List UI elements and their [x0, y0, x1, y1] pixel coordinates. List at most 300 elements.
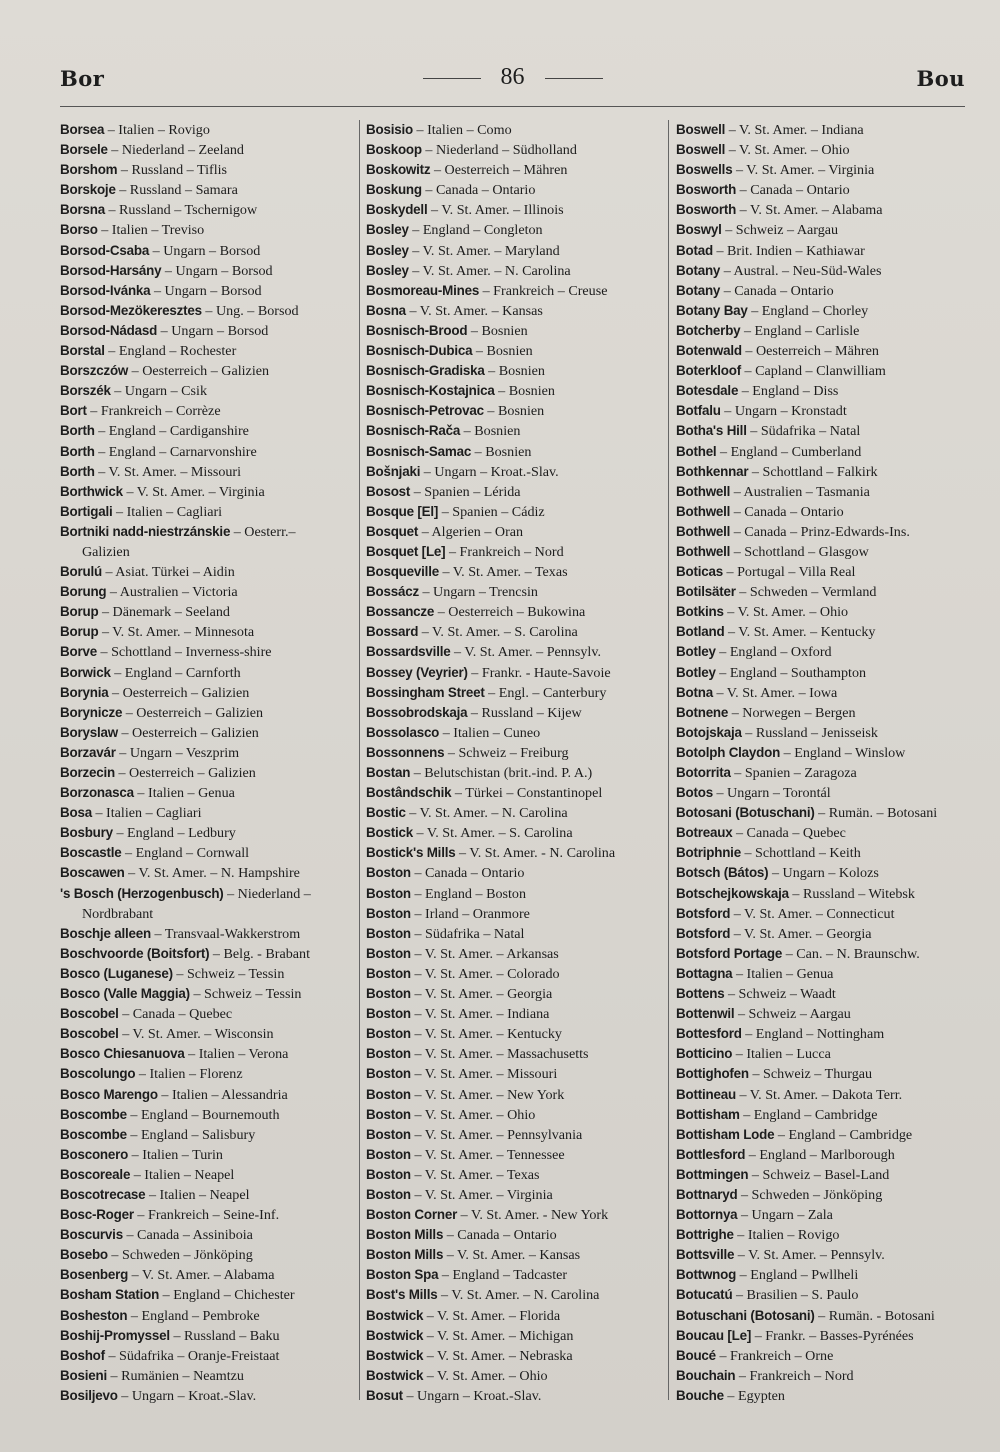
gazetteer-entry: Botorrita – Spanien – Zaragoza [676, 765, 857, 781]
gazetteer-entry: Botcherby – England – Carlisle [676, 322, 860, 339]
place-location: V. St. Amer. – Texas [424, 1166, 540, 1183]
place-location: Russland – Kijew [481, 704, 582, 721]
gazetteer-entry: Boston – Canada – Ontario [366, 865, 525, 882]
place-name: Boscolungo [60, 1066, 136, 1082]
place-name: Bouchain [676, 1367, 736, 1383]
place-name: Borsele [60, 142, 108, 158]
gazetteer-entry: Bottlesford – England – Marlborough [676, 1146, 895, 1163]
place-name: Bothkennar [676, 463, 749, 479]
place-name: Boston Mills [366, 1247, 444, 1263]
place-name: Bottighofen [676, 1066, 749, 1082]
gazetteer-entry: Botley – England – Southampton [676, 664, 867, 681]
place-name: Boscombe [60, 1106, 127, 1122]
place-location: V. St. Amer. – Ohio [437, 1367, 548, 1384]
place-name: Boston [366, 905, 411, 921]
place-location: V. St. Amer. - New York [470, 1207, 609, 1224]
place-location: Russland – Witebsk [803, 885, 915, 902]
place-name: Borulú [60, 564, 102, 580]
gazetteer-entry: Boston – V. St. Amer. – Pennsylvania [366, 1126, 583, 1143]
place-name: Boston [366, 1126, 411, 1142]
place-name: Bothwell [676, 483, 731, 499]
place-location: Schweiz – Tessin [186, 965, 285, 982]
gazetteer-entry: Boshij-Promyssel – Russland – Baku [60, 1327, 280, 1344]
place-location: Algerien – Oran [431, 523, 524, 540]
gazetteer-entry: Boscombe – England – Bournemouth [60, 1106, 280, 1123]
place-location: Niederland – Südholland [435, 142, 577, 159]
place-name: Boscawen [60, 865, 125, 881]
page-header [60, 60, 965, 100]
gazetteer-entry: Botucatú – Brasilien – S. Paulo [676, 1287, 859, 1304]
place-name: Boterkloof [676, 363, 741, 379]
place-location: Schweiz – Thurgau [763, 1066, 873, 1083]
place-location: Oesterreich – Mähren [444, 162, 568, 179]
place-location: Italien – Cagliari [126, 503, 223, 520]
place-name: Boswyl [676, 222, 722, 238]
gazetteer-entry: Boston – V. St. Amer. – Tennessee [366, 1146, 565, 1163]
place-name: Bort [60, 403, 87, 419]
place-location: Transvaal-Wakkerstrom [164, 925, 301, 942]
place-name: Bothel [676, 443, 717, 459]
gazetteer-entry: Bosco (Valle Maggia) – Schweiz – Tessin [60, 986, 302, 1003]
gazetteer-entry: Bošnjaki – Ungarn – Kroat.-Slav. [366, 463, 559, 480]
place-name: Boucau [Le] [676, 1327, 752, 1343]
place-name: Boskowitz [366, 162, 431, 178]
place-name: Bottlesford [676, 1146, 746, 1162]
column-2 [366, 120, 666, 1410]
place-name: Bottnaryd [676, 1186, 738, 1202]
gazetteer-entry: Bosco (Luganese) – Schweiz – Tessin [60, 965, 285, 982]
place-location: V. St. Amer. – Massachusetts [424, 1046, 589, 1063]
place-name: Borsod-Harsány [60, 262, 162, 278]
place-name: Bothwell [676, 503, 731, 519]
place-name: Botorrita [676, 765, 731, 780]
place-name: Borsna [60, 202, 105, 218]
place-location: England – Pwllheli [750, 1267, 859, 1284]
gazetteer-entry: Botany – Canada – Ontario [676, 282, 834, 299]
place-location: Schweden – Jönköping [122, 1247, 253, 1264]
place-name: Bossey (Veyrier) [366, 664, 468, 680]
gazetteer-entry: Botna – V. St. Amer. – Iowa [676, 684, 838, 701]
place-location: Frankr. – Basses-Pyrénées [765, 1327, 914, 1344]
place-location: Ung. – Borsod [215, 302, 299, 319]
place-location: V. St. Amer. - N. Carolina [469, 845, 616, 862]
place-location: Ungarn – Trencsin [433, 584, 538, 601]
column-divider-1 [359, 120, 360, 1400]
place-name: Bosc-Roger [60, 1207, 134, 1223]
gazetteer-entry: Bosna – V. St. Amer. – Kansas [366, 302, 543, 319]
place-location: England – Cumberland [730, 443, 862, 460]
place-name: Bosnisch-Dubica [366, 343, 473, 359]
gazetteer-entry: Boucau [Le] – Frankr. – Basses-Pyrénées [676, 1327, 914, 1344]
gazetteer-entry: Bostândschik – Türkei – Constantinopel [366, 785, 603, 802]
gazetteer-entry: Boskowitz – Oesterreich – Mähren [366, 162, 568, 179]
gazetteer-entry: Bottenwil – Schweiz – Aargau [676, 1006, 851, 1023]
place-name: Bosnisch-Petrovac [366, 403, 484, 419]
place-name: Bossobrodskaja [366, 704, 468, 720]
place-name: Bostwick [366, 1367, 424, 1383]
gazetteer-entry: Boston – V. St. Amer. – Texas [366, 1166, 540, 1183]
place-location: Schottland – Keith [755, 845, 861, 862]
place-name: Botojskaja [676, 724, 742, 740]
place-location: Canada – Prinz-Edwards-Ins. [744, 523, 910, 540]
gazetteer-entry: Boscurvis – Canada – Assiniboia [60, 1227, 253, 1244]
place-location: Rumän. – Botosani [828, 805, 938, 822]
place-location: Galizien [82, 543, 130, 560]
place-location: V. St. Amer. – Georgia [744, 925, 872, 942]
place-name: Bostwick [366, 1307, 424, 1323]
header-dash-left [423, 78, 481, 79]
gazetteer-entry: Botley – England – Oxford [676, 644, 832, 661]
place-location: Südafrika – Oranje-Freistaat [119, 1347, 280, 1364]
place-name: Botsford [676, 925, 731, 941]
place-location: Südafrika – Natal [760, 423, 861, 440]
place-name: Borwick [60, 664, 111, 680]
gazetteer-entry: Borthwick – V. St. Amer. – Virginia [60, 483, 265, 500]
place-location: England – Salisbury [140, 1126, 256, 1143]
place-location: Oesterreich – Bukowina [448, 604, 586, 621]
gazetteer-entry: Bosnisch-Kostajnica – Bosnien [366, 383, 555, 400]
place-location: Frankreich – Orne [730, 1347, 834, 1364]
place-name: Bottsville [676, 1247, 735, 1263]
place-name: Botenwald [676, 343, 742, 359]
place-name: Borynia [60, 684, 109, 700]
gazetteer-entry: Botriphnie – Schottland – Keith [676, 845, 861, 862]
place-location: V. St. Amer. – Arkansas [424, 945, 559, 962]
column-divider-2 [668, 120, 669, 1400]
place-location: Oesterr.– [244, 523, 296, 540]
gazetteer-entry: Boston – Südafrika – Natal [366, 925, 525, 942]
place-location: Ungarn – Kolozs [782, 865, 879, 882]
place-name: Borskoje [60, 182, 116, 198]
place-name: Bossard [366, 624, 419, 640]
place-name: Bosna [366, 302, 406, 318]
place-location: Bosnien [498, 363, 545, 380]
place-location: England – Bournemouth [140, 1106, 280, 1123]
place-name: Boschvoorde (Boitsfort) [60, 945, 210, 961]
place-location: Oesterreich – Galizien [132, 724, 259, 741]
place-location: England – Oxford [729, 644, 832, 661]
gazetteer-entry: Bosnisch-Petrovac – Bosnien [366, 403, 545, 420]
place-location: Russland – Tiflis [131, 162, 228, 179]
place-location: Bosnien [498, 403, 545, 420]
place-name: Boschje alleen [60, 925, 151, 941]
gazetteer-entry: Bottrighe – Italien – Rovigo [676, 1227, 840, 1244]
place-location: Italien – Alessandria [171, 1086, 288, 1103]
gazetteer-entry: Boswell – V. St. Amer. – Indiana [676, 122, 864, 138]
gazetteer-entry: Boston Mills – V. St. Amer. – Kansas [366, 1247, 581, 1264]
gazetteer-entry: Boston – V. St. Amer. – Indiana [366, 1006, 550, 1023]
place-name: Boston [366, 1186, 411, 1202]
gazetteer-entry: Bossolasco – Italien – Cuneo [366, 724, 541, 741]
place-name: Borsea [60, 122, 105, 137]
place-name: Boscurvis [60, 1227, 123, 1243]
place-location: V. St. Amer. – N. Carolina [419, 805, 568, 822]
place-location: Rumänien – Neamtzu [121, 1367, 244, 1384]
place-location: Irland – Oranmore [425, 905, 530, 922]
gazetteer-entry: Bosnisch-Gradiska – Bosnien [366, 363, 545, 380]
place-location: Canada – Quebec [746, 825, 846, 842]
gazetteer-entry: Boucé – Frankreich – Orne [676, 1347, 834, 1364]
gazetteer-entry: Botad – Brit. Indien – Kathiawar [676, 242, 865, 259]
gazetteer-entry: Botha's Hill – Südafrika – Natal [676, 423, 861, 440]
place-name: Borsod-Mezökeresztes [60, 302, 202, 318]
place-name: Boscobel [60, 1006, 119, 1022]
place-name: Bosost [366, 483, 411, 499]
gazetteer-entry: Botany Bay – England – Chorley [676, 302, 869, 319]
gazetteer-entry: Bosquet [Le] – Frankreich – Nord [366, 543, 564, 560]
place-name: Botreaux [676, 825, 733, 841]
page-number: 86 [500, 64, 525, 90]
gazetteer-entry: Bostwick – V. St. Amer. – Florida [366, 1307, 561, 1324]
place-name: Bošnjaki [366, 463, 421, 479]
place-name: Borth [60, 443, 95, 459]
gazetteer-entry: Borsod-Nádasd – Ungarn – Borsod [60, 322, 269, 339]
place-name: Bortniki nadd-niestrzánskie [60, 523, 231, 539]
place-location: Australien – Tasmania [743, 483, 870, 500]
gazetteer-entry: Bosost – Spanien – Lérida [366, 483, 521, 500]
gazetteer-entry: Boshof – Südafrika – Oranje-Freistaat [60, 1347, 280, 1364]
gazetteer-entry: Bosley – V. St. Amer. – N. Carolina [366, 262, 571, 279]
place-location: Bosnien [481, 322, 528, 339]
gazetteer-entry: Bosebo – Schweden – Jönköping [60, 1247, 253, 1264]
place-name: Bothwell [676, 543, 731, 559]
place-name: Bottmingen [676, 1166, 749, 1182]
place-location: England – Carnforth [124, 664, 241, 681]
gazetteer-entry: Botolph Claydon – England – Winslow [676, 744, 906, 761]
place-location: Ungarn – Kroat.-Slav. [131, 1387, 257, 1404]
gazetteer-entry: Boston – V. St. Amer. – Massachusetts [366, 1046, 589, 1063]
gazetteer-entry: Bossingham Street – Engl. – Canterbury [366, 684, 607, 701]
place-location: V. St. Amer. – Virginia [136, 483, 265, 500]
gazetteer-entry: Bortniki nadd-niestrzánskie – Oesterr.– [60, 523, 296, 540]
place-location: England – Marlborough [759, 1146, 895, 1163]
place-location: V. St. Amer. – New York [424, 1086, 565, 1103]
place-name: Bosnisch-Rača [366, 423, 461, 439]
header-rule [60, 106, 965, 107]
gazetteer-entry: Botreaux – Canada – Quebec [676, 825, 846, 842]
place-location: Brit. Indien – Kathiawar [727, 242, 865, 259]
place-name: Bosco (Valle Maggia) [60, 986, 190, 1002]
gazetteer-entry: Bosenberg – V. St. Amer. – Alabama [60, 1267, 275, 1284]
place-name: Boscoreale [60, 1166, 131, 1182]
place-name: Boston Mills [366, 1227, 444, 1243]
gazetteer-entry: Boscotrecase – Italien – Neapel [60, 1186, 250, 1203]
place-location: V. St. Amer. – Pennsylvania [424, 1126, 583, 1143]
place-name: Bouche [676, 1387, 724, 1403]
place-name: Boscastle [60, 845, 122, 861]
gazetteer-entry: Bottens – Schweiz – Waadt [676, 986, 836, 1003]
place-location: Italien – Cagliari [106, 805, 202, 822]
place-name: Bosa [60, 805, 92, 821]
gazetteer-entry: Bothwell – Australien – Tasmania [676, 483, 870, 500]
place-name: Boston [366, 1086, 411, 1102]
gazetteer-entry: Borsod-Ivánka – Ungarn – Borsod [60, 282, 262, 299]
place-name: Boskung [366, 182, 422, 198]
place-location: V. St. Amer. – Colorado [424, 965, 560, 982]
gazetteer-entry: Bosworth – V. St. Amer. – Alabama [676, 202, 883, 219]
gazetteer-entry: Bossey (Veyrier) – Frankr. - Haute-Savoie [366, 664, 611, 681]
gazetteer-entry: Borulú – Asiat. Türkei – Aidin [60, 564, 235, 581]
place-location: England – Ledbury [127, 825, 236, 842]
place-name: Boskydell [366, 202, 428, 218]
place-name: Botnene [676, 704, 729, 720]
place-location: Spanien – Cádiz [452, 503, 545, 520]
gazetteer-entry: Bothkennar – Schottland – Falkirk [676, 463, 878, 480]
place-name: Bosbury [60, 825, 113, 841]
place-location: Italien – Rovigo [118, 122, 210, 138]
gazetteer-entry: Bosco Chiesanuova – Italien – Verona [60, 1046, 289, 1063]
place-name: Boston Spa [366, 1267, 439, 1283]
gazetteer-entry: Bottineau – V. St. Amer. – Dakota Terr. [676, 1086, 903, 1103]
place-name: Boryslaw [60, 724, 118, 740]
place-name: Botesdale [676, 383, 739, 399]
gazetteer-entry: Boschje alleen – Transvaal-Wakkerstrom [60, 925, 301, 942]
place-name: Bossonnens [366, 744, 445, 760]
place-location: V. St. Amer. – Georgia [424, 986, 553, 1003]
place-name: Botany [676, 282, 721, 298]
gazetteer-entry: Borsod-Mezökeresztes – Ung. – Borsod [60, 302, 299, 319]
gazetteer-entry: Boskung – Canada – Ontario [366, 182, 536, 199]
gazetteer-entry: Botticino – Italien – Lucca [676, 1046, 831, 1063]
place-location: Canada – Ontario [457, 1227, 557, 1244]
gazetteer-entry: Boston Spa – England – Tadcaster [366, 1267, 568, 1284]
gazetteer-entry: Borth – England – Cardiganshire [60, 423, 249, 440]
place-name: Boston [366, 986, 411, 1002]
place-name: Bortigali [60, 503, 113, 519]
place-name: Bosqueville [366, 564, 439, 580]
header-right-catchword: Bou [916, 66, 965, 91]
place-location: England – Winslow [794, 744, 906, 761]
place-name: Bosworth [676, 182, 737, 198]
place-location: Bosnien [486, 343, 533, 360]
gazetteer-entry: Boswyl – Schweiz – Aargau [676, 222, 839, 239]
place-location: V. St. Amer. – N. Hampshire [138, 865, 300, 882]
gazetteer-entry: Bottisham – England – Cambridge [676, 1106, 878, 1123]
gazetteer-entry: Bottsville – V. St. Amer. – Pennsylv. [676, 1247, 885, 1264]
place-name: Botna [676, 684, 713, 700]
gazetteer-entry: Boscobel – V. St. Amer. – Wisconsin [60, 1026, 274, 1043]
gazetteer-entry: Boswells – V. St. Amer. – Virginia [676, 162, 875, 179]
place-location: V. St. Amer. – Indiana [739, 122, 864, 138]
place-location: Türkei – Constantinopel [465, 785, 603, 802]
gazetteer-entry: Borwick – England – Carnforth [60, 664, 241, 681]
gazetteer-entry: Botsford – V. St. Amer. – Connecticut [676, 905, 895, 922]
place-location: Ungarn – Torontál [727, 785, 831, 802]
place-name: Bottenwil [676, 1006, 735, 1022]
gazetteer-entry: Borynia – Oesterreich – Galizien [60, 684, 250, 701]
place-name: Bost's Mills [366, 1287, 438, 1303]
place-name: Borth [60, 423, 95, 439]
place-location: V. St. Amer. – Missouri [108, 463, 242, 480]
place-location: Frankreich – Nord [459, 543, 564, 560]
gazetteer-entry: Bosheston – England – Pembroke [60, 1307, 260, 1324]
place-name: Botolph Claydon [676, 744, 781, 760]
place-location: V. St. Amer. – Pennsylv. [748, 1247, 885, 1264]
gazetteer-entry: Bottesford – England – Nottingham [676, 1026, 885, 1043]
gazetteer-entry: Boston – V. St. Amer. – Colorado [366, 965, 560, 982]
gazetteer-entry: Bosworth – Canada – Ontario [676, 182, 850, 199]
place-location: V. St. Amer. – N. Carolina [451, 1287, 600, 1304]
gazetteer-entry: Borzonasca – Italien – Genua [60, 785, 235, 802]
gazetteer-entry: Borszék – Ungarn – Csik [60, 383, 208, 400]
gazetteer-entry: Boston – V. St. Amer. – Ohio [366, 1106, 536, 1123]
place-location: Russland – Jenisseisk [755, 724, 878, 741]
place-location: V. St. Amer. – Indiana [424, 1006, 550, 1023]
gazetteer-entry: Bothel – England – Cumberland [676, 443, 862, 460]
place-name: Botland [676, 624, 725, 640]
place-location: Russland – Baku [184, 1327, 280, 1344]
place-name: Botschejkowskaja [676, 885, 789, 901]
place-location: England – Congleton [422, 222, 543, 239]
gazetteer-entry: Boswell – V. St. Amer. – Ohio [676, 142, 850, 159]
gazetteer-entry: Bostwick – V. St. Amer. – Ohio [366, 1367, 548, 1384]
gazetteer-entry: Botsford – V. St. Amer. – Georgia [676, 925, 872, 942]
place-name: Bosnisch-Brood [366, 322, 468, 338]
gazetteer-entry: Boston – V. St. Amer. – Missouri [366, 1066, 558, 1083]
gazetteer-entry: Bost's Mills – V. St. Amer. – N. Carolina [366, 1287, 600, 1304]
place-location: Italien – Neapel [159, 1186, 250, 1203]
gazetteer-entry: Borsna – Russland – Tschernigow [60, 202, 258, 219]
gazetteer-entry: Boticas – Portugal – Villa Real [676, 564, 856, 581]
place-location: England – Boston [425, 885, 527, 902]
place-name: Boston [366, 925, 411, 941]
place-name: Bosenberg [60, 1267, 129, 1283]
gazetteer-entry: Borshom – Russland – Tiflis [60, 162, 228, 179]
place-name: Bostwick [366, 1327, 424, 1343]
place-location: Frankreich – Creuse [493, 282, 608, 299]
gazetteer-entry: Borup – Dänemark – Seeland [60, 604, 230, 621]
place-location: Schweiz – Basel-Land [762, 1166, 890, 1183]
place-location: V. St. Amer. – S. Carolina [432, 624, 578, 641]
place-location: V. St. Amer. – Nebraska [437, 1347, 573, 1364]
gazetteer-entry: Bosley – England – Congleton [366, 222, 543, 239]
place-location: England – Chichester [173, 1287, 295, 1304]
place-name: Botilsäter [676, 584, 736, 600]
gazetteer-entry: Bostan – Belutschistan (brit.-ind. P. A.) [366, 765, 593, 781]
place-location: Italien – Genua [746, 965, 834, 982]
gazetteer-entry: Bouchain – Frankreich – Nord [676, 1367, 854, 1384]
place-location: V. St. Amer. – Dakota Terr. [749, 1086, 903, 1103]
place-location: V. St. Amer. – Kansas [457, 1247, 581, 1264]
place-location: Dänemark – Seeland [112, 604, 230, 621]
place-name: Boscombe [60, 1126, 127, 1142]
place-location: Italien – Florenz [149, 1066, 243, 1083]
place-location: Ungarn – Borsod [164, 282, 262, 299]
place-name: Boshof [60, 1347, 105, 1363]
gazetteer-entry: Bortigali – Italien – Cagliari [60, 503, 223, 520]
place-name: Borth [60, 463, 95, 479]
place-location: V. St. Amer. – Michigan [437, 1327, 574, 1344]
gazetteer-entry: Botsford Portage – Can. – N. Braunschw. [676, 945, 920, 962]
gazetteer-entry: Boston – V. St. Amer. – New York [366, 1086, 565, 1103]
place-name: Bottesford [676, 1026, 742, 1042]
gazetteer-entry: Borso – Italien – Treviso [60, 222, 205, 239]
gazetteer-entry: Botfalu – Ungarn – Kronstadt [676, 403, 847, 420]
gazetteer-entry: Bostick – V. St. Amer. – S. Carolina [366, 825, 573, 842]
place-location: V. St. Amer. – Kansas [419, 302, 543, 319]
place-location: V. St. Amer. – Florida [437, 1307, 561, 1324]
place-name: Boswells [676, 162, 733, 178]
place-location: Canada – Assiniboia [137, 1227, 253, 1244]
place-name: Botuschani (Botosani) [676, 1307, 815, 1323]
gazetteer-entry: Bottighofen – Schweiz – Thurgau [676, 1066, 873, 1083]
gazetteer-entry: Bosieni – Rumänien – Neamtzu [60, 1367, 244, 1384]
place-name: Borstal [60, 343, 105, 359]
place-location: Rumän. - Botosani [828, 1307, 935, 1324]
place-name: Bothwell [676, 523, 731, 539]
place-name: Bosley [366, 242, 409, 258]
place-name: Botosani (Botuschani) [676, 805, 815, 821]
